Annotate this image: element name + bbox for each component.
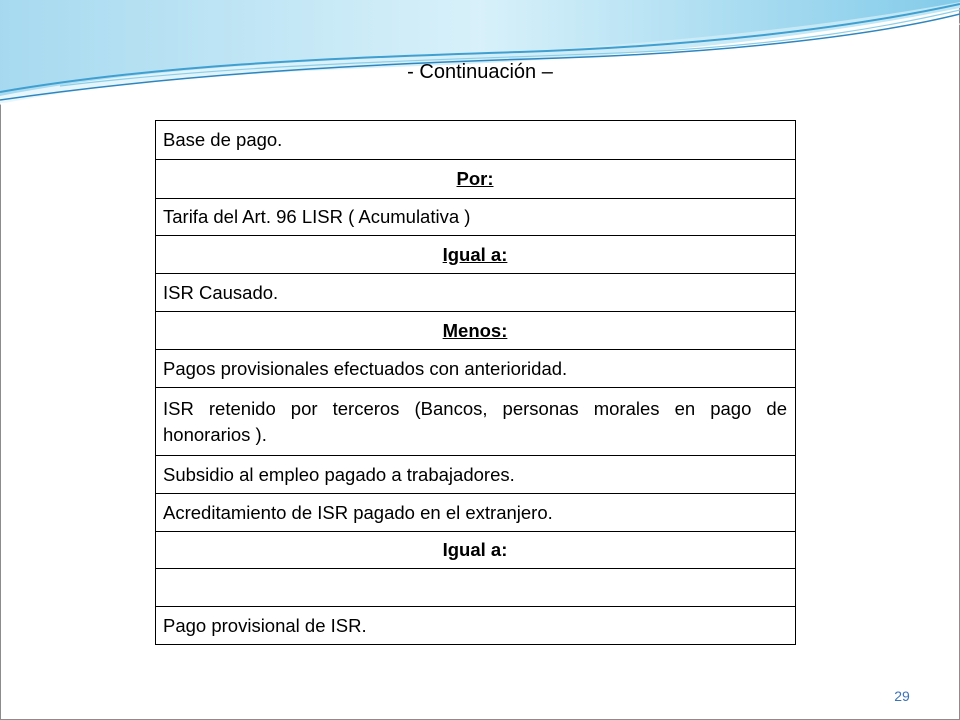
table-row (156, 274, 796, 312)
table-row (156, 236, 796, 274)
table-cell: Pago provisional de ISR. (156, 607, 796, 645)
table-row (156, 494, 796, 532)
table-cell: Menos: (156, 312, 796, 350)
header-wave-decoration (0, 0, 960, 110)
isr-calculation-table (155, 120, 796, 645)
table-cell: Subsidio al empleo pagado a trabajadores. (156, 456, 796, 494)
table-cell (156, 569, 796, 607)
table-row (156, 607, 796, 645)
table-row (156, 456, 796, 494)
table-row (156, 121, 796, 160)
table-row (156, 312, 796, 350)
table-cell: Acreditamiento de ISR pagado en el extranjero. (156, 494, 796, 532)
table-row (156, 569, 796, 607)
slide-title: - Continuación – (407, 61, 553, 83)
table-cell: ISR retenido por terceros (Bancos, personas morales en pago de honorarios ). (156, 388, 796, 456)
table-cell: Base de pago. (156, 121, 796, 160)
table-cell: Igual a: (156, 236, 796, 274)
table-row (156, 160, 796, 199)
table-cell: Igual a: (156, 532, 796, 569)
table-cell: Tarifa del Art. 96 LISR ( Acumulativa ) (156, 199, 796, 236)
page-number: 29 (894, 688, 910, 704)
table-cell: Pagos provisionales efectuados con anterioridad. (156, 350, 796, 388)
table-row (156, 199, 796, 236)
table-cell: Por: (156, 160, 796, 199)
table-cell: ISR Causado. (156, 274, 796, 312)
table-row (156, 388, 796, 456)
table-row (156, 350, 796, 388)
table-row (156, 532, 796, 569)
